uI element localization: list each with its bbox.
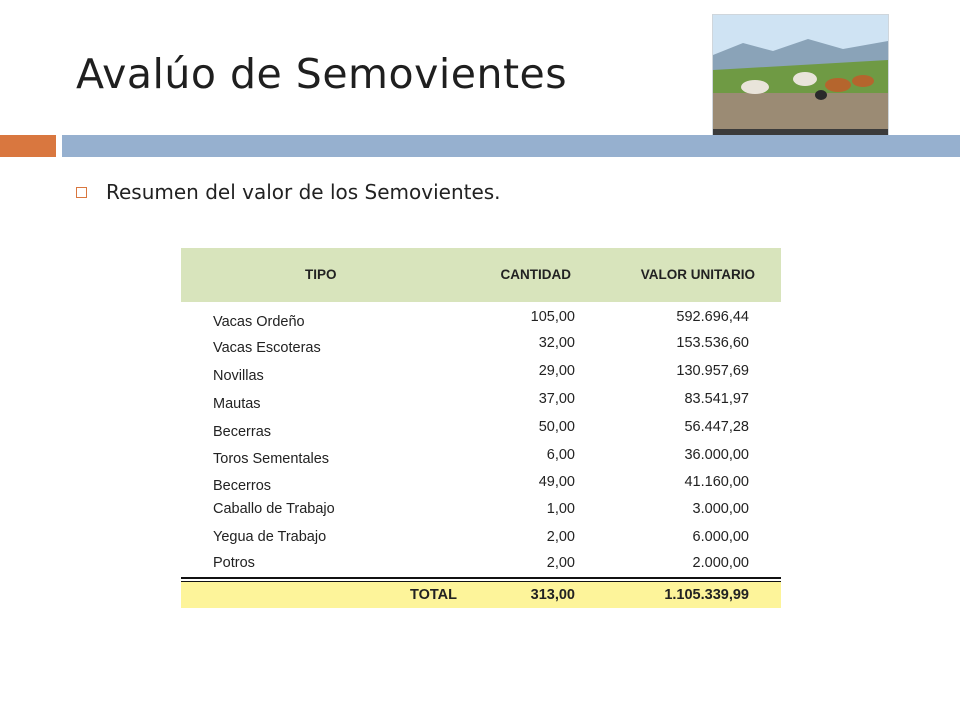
cell-cantidad: 49,00 — [538, 474, 575, 490]
table-row — [181, 391, 781, 418]
cell-valor: 56.447,28 — [684, 419, 749, 435]
cell-tipo: Becerras — [213, 424, 272, 440]
livestock-table — [181, 248, 781, 608]
cell-cantidad: 2,00 — [546, 555, 575, 571]
cattle-photo — [712, 14, 889, 137]
cell-cantidad: 37,00 — [538, 391, 575, 407]
table-row — [181, 419, 781, 446]
table-row — [181, 529, 781, 553]
table-row — [181, 335, 781, 362]
total-row — [181, 582, 781, 608]
cell-tipo: Vacas Ordeño — [213, 314, 305, 330]
cell-valor: 41.160,00 — [684, 474, 749, 490]
cell-tipo: Mautas — [213, 396, 261, 412]
cell-tipo: Caballo de Trabajo — [213, 501, 335, 517]
header-cantidad: CANTIDAD — [500, 267, 571, 282]
cell-valor: 153.536,60 — [676, 335, 749, 351]
cell-tipo: Toros Sementales — [213, 451, 330, 467]
header-tipo: TIPO — [305, 267, 337, 282]
cell-tipo: Potros — [213, 555, 255, 571]
accent-bar-orange — [0, 135, 56, 157]
cell-valor: 130.957,69 — [676, 363, 749, 379]
accent-bar-blue — [62, 135, 960, 157]
cell-valor: 83.541,97 — [684, 391, 749, 407]
cell-tipo: Yegua de Trabajo — [213, 529, 327, 545]
cell-tipo: Vacas Escoteras — [213, 340, 321, 356]
cell-valor: 6.000,00 — [692, 529, 749, 545]
total-separator — [181, 577, 781, 579]
cell-tipo: Novillas — [213, 368, 264, 384]
cell-cantidad: 50,00 — [538, 419, 575, 435]
total-valor: 1.105.339,99 — [664, 587, 749, 603]
table-header — [181, 248, 781, 302]
cell-cantidad: 105,00 — [530, 309, 575, 325]
cell-cantidad: 2,00 — [546, 529, 575, 545]
slide-title: Avalúo de Semovientes — [76, 50, 568, 98]
total-cantidad: 313,00 — [530, 587, 575, 603]
cell-cantidad: 1,00 — [546, 501, 575, 517]
table-row — [181, 555, 781, 579]
cell-cantidad: 29,00 — [538, 363, 575, 379]
cell-cantidad: 6,00 — [546, 447, 575, 463]
cell-valor: 2.000,00 — [692, 555, 749, 571]
cell-cantidad: 32,00 — [538, 335, 575, 351]
table-row — [181, 447, 781, 474]
cell-tipo: Becerros — [213, 478, 272, 494]
header-valor-unitario: VALOR UNITARIO — [640, 267, 755, 282]
table-row — [181, 363, 781, 390]
cell-valor: 36.000,00 — [684, 447, 749, 463]
table-row — [181, 309, 781, 336]
bullet-item — [76, 180, 501, 204]
square-bullet-icon — [76, 187, 87, 198]
table-row — [181, 501, 781, 525]
bullet-text: Resumen del valor de los Semovientes. — [106, 180, 501, 204]
total-label: TOTAL — [410, 587, 457, 603]
cell-valor: 592.696,44 — [676, 309, 749, 325]
cell-valor: 3.000,00 — [692, 501, 749, 517]
table-row — [181, 474, 781, 501]
